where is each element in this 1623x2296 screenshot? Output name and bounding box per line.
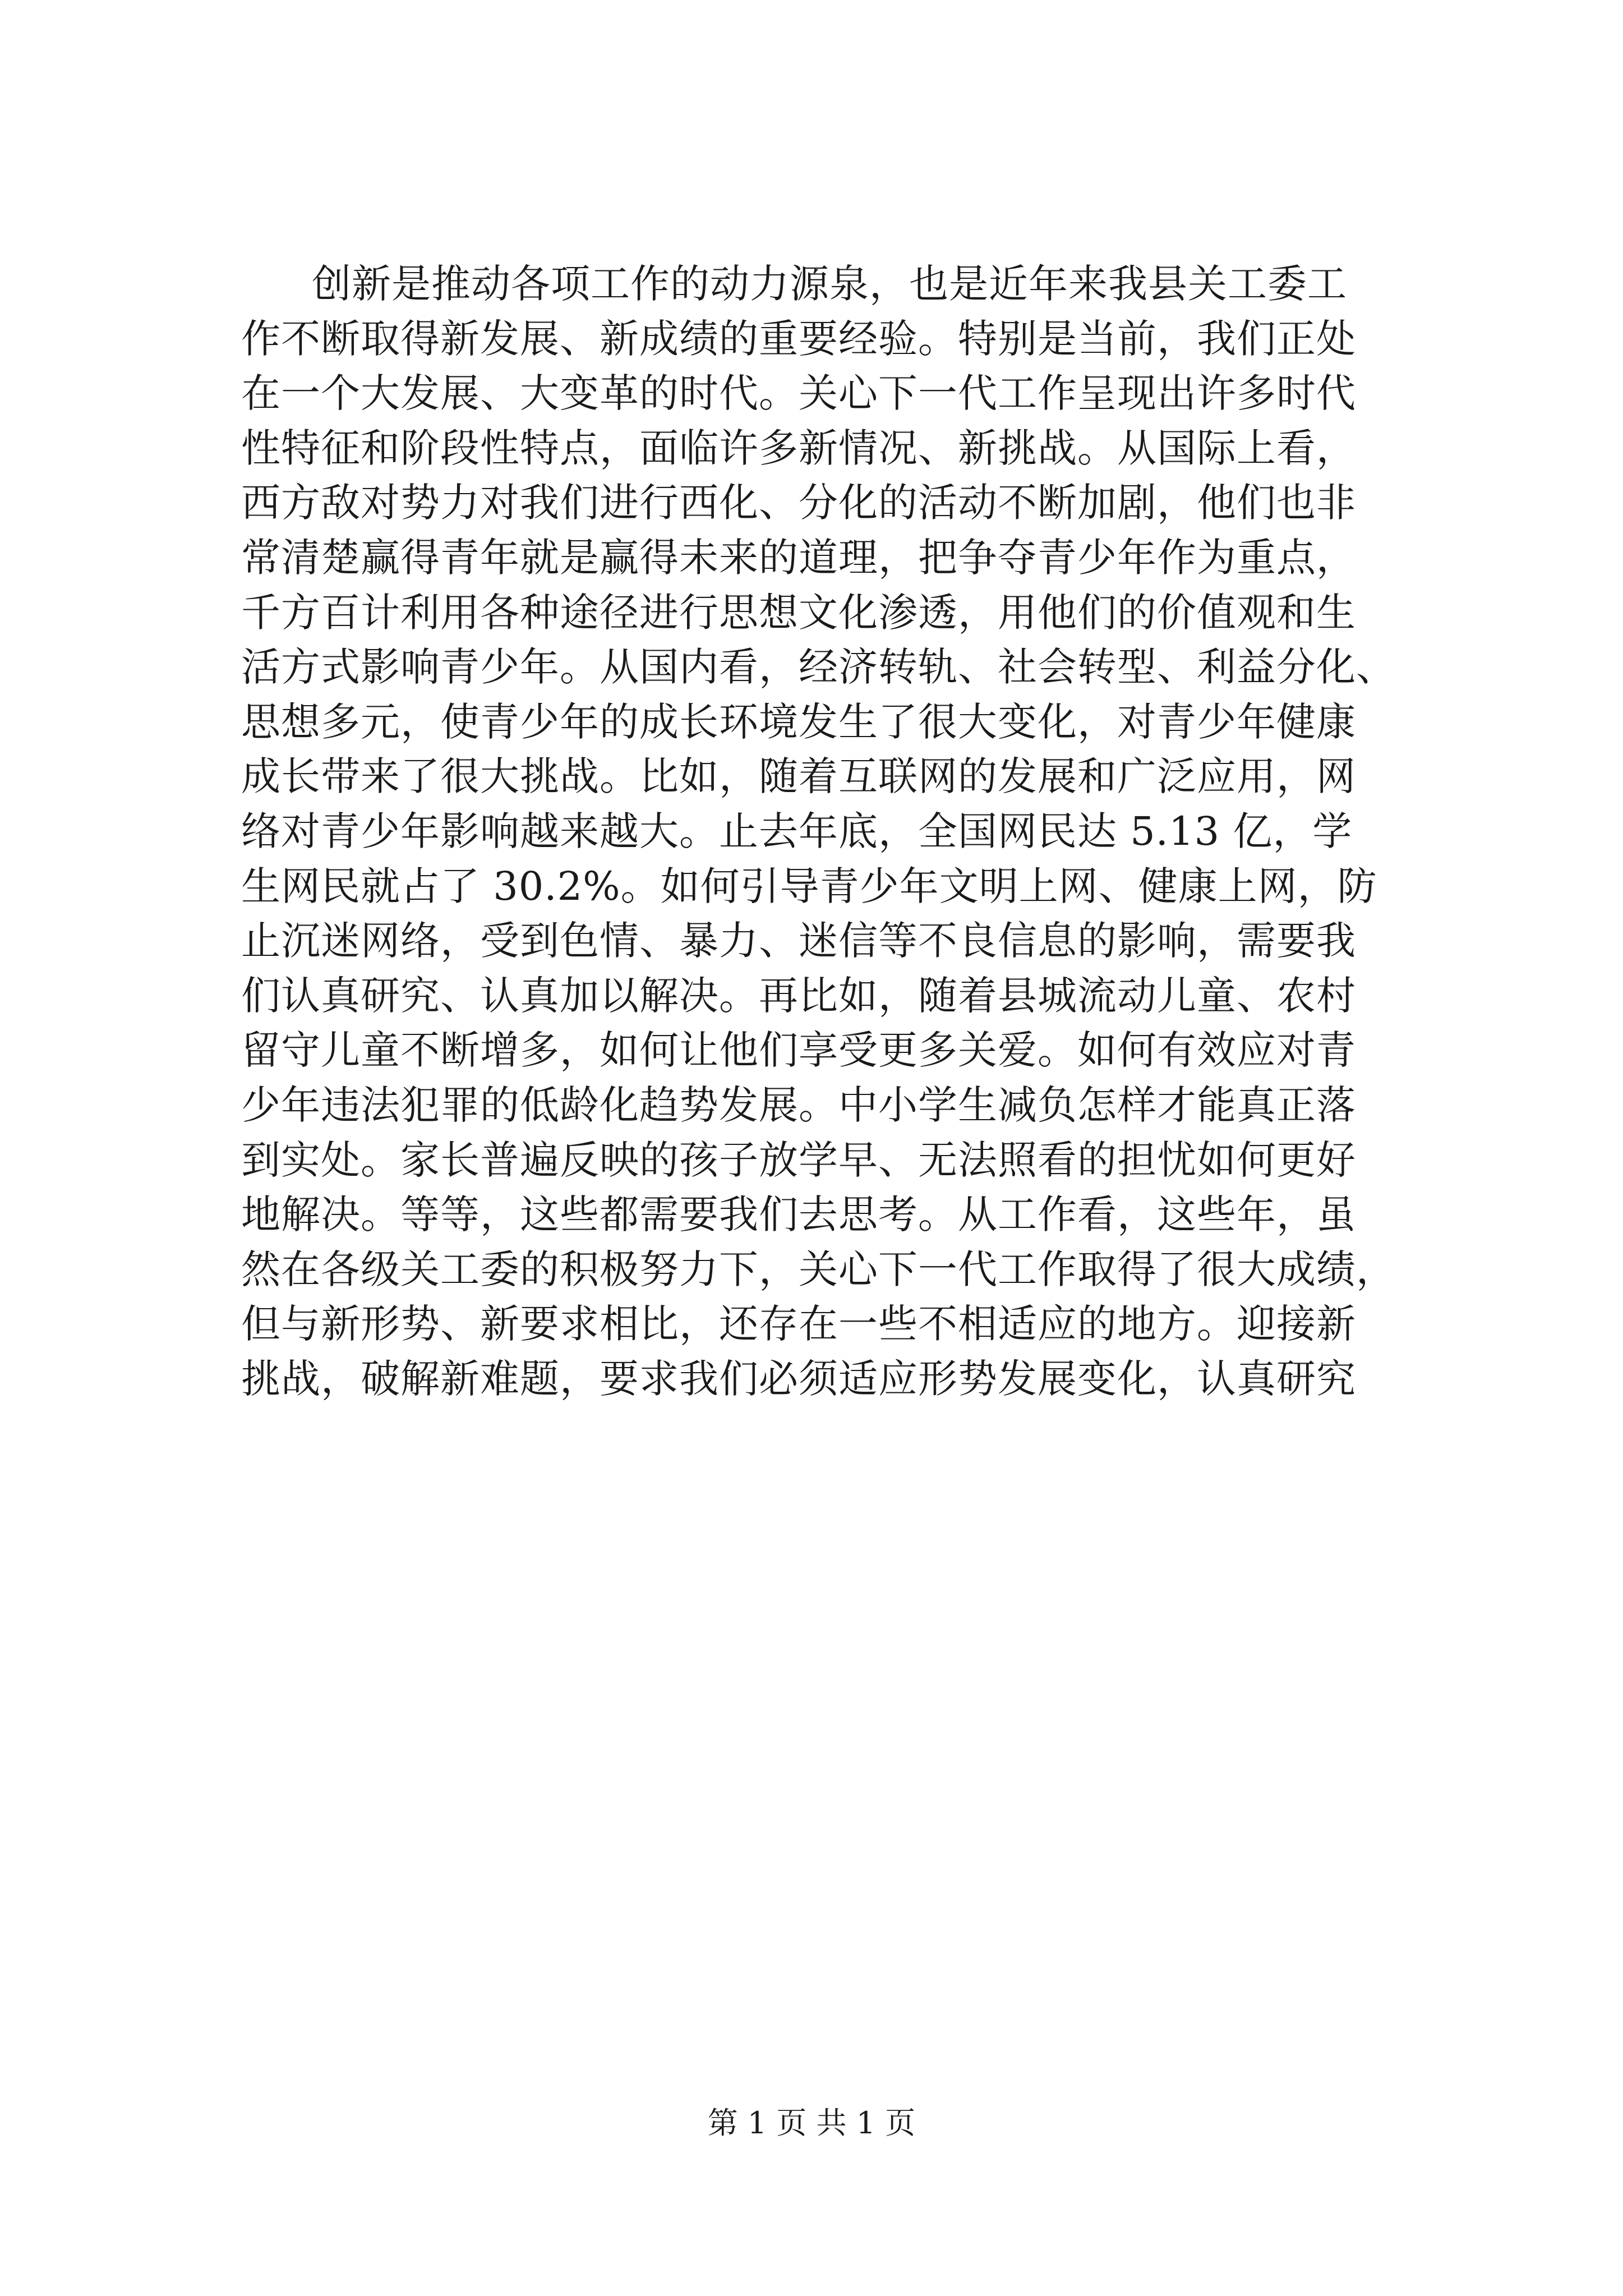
text-line: 千方百计利用各种途径进行思想文化渗透，用他们的价值观和生 [241,589,1356,636]
text-line: 作不断取得新发展、新成绩的重要经验。特别是当前，我们正处 [241,315,1356,362]
text-line: 西方敌对势力对我们进行西化、分化的活动不断加剧，他们也非 [241,480,1356,526]
page-footer [0,2104,1623,2143]
text-line: 生网民就占了 30.2%。如何引导青少年文明上网、健康上网，防 [241,863,1377,909]
text-line: 创新是推动各项工作的动力源泉，也是近年来我县关工委工 [312,261,1347,307]
text-line: 们认真研究、认真加以解决。再比如，随着县城流动儿童、农村 [241,972,1356,1019]
text-line: 络对青少年影响越来越大。止去年底，全国网民达 5.13 亿，学 [241,808,1353,854]
text-line: 止沉迷网络，受到色情、暴力、迷信等不良信息的影响，需要我 [241,918,1356,964]
text-line: 但与新形势、新要求相比，还存在一些不相适应的地方。迎接新 [241,1301,1356,1347]
text-line: 少年违法犯罪的低龄化趋势发展。中小学生减负怎样才能真正落 [241,1082,1356,1128]
text-line: 在一个大发展、大变革的时代。关心下一代工作呈现出许多时代 [241,370,1356,417]
text-line: 地解决。等等，这些都需要我们去思考。从工作看，这些年，虽 [241,1191,1356,1238]
body-paragraph [241,257,1413,1406]
text-line: 性特征和阶段性特点，面临许多新情况、新挑战。从国际上看， [241,425,1356,471]
text-line: 思想多元，使青少年的成长环境发生了很大变化，对青少年健康 [241,698,1356,745]
text-line: 成长带来了很大挑战。比如，随着互联网的发展和广泛应用，网 [241,753,1356,800]
text-line: 活方式影响青少年。从国内看，经济转轨、社会转型、利益分化、 [241,644,1396,691]
text-line: 留守儿童不断增多，如何让他们享受更多关爱。如何有效应对青 [241,1027,1356,1074]
text-line: 挑战，破解新难题，要求我们必须适应形势发展变化，认真研究 [241,1355,1356,1402]
page-number-label: 第 1 页 共 1 页 [707,2105,916,2141]
text-line: 然在各级关工委的积极努力下，关心下一代工作取得了很大成绩， [241,1246,1396,1292]
text-line: 到实处。家长普遍反映的孩子放学早、无法照看的担忧如何更好 [241,1137,1356,1183]
text-line: 常清楚赢得青年就是赢得未来的道理，把争夺青少年作为重点， [241,534,1356,581]
